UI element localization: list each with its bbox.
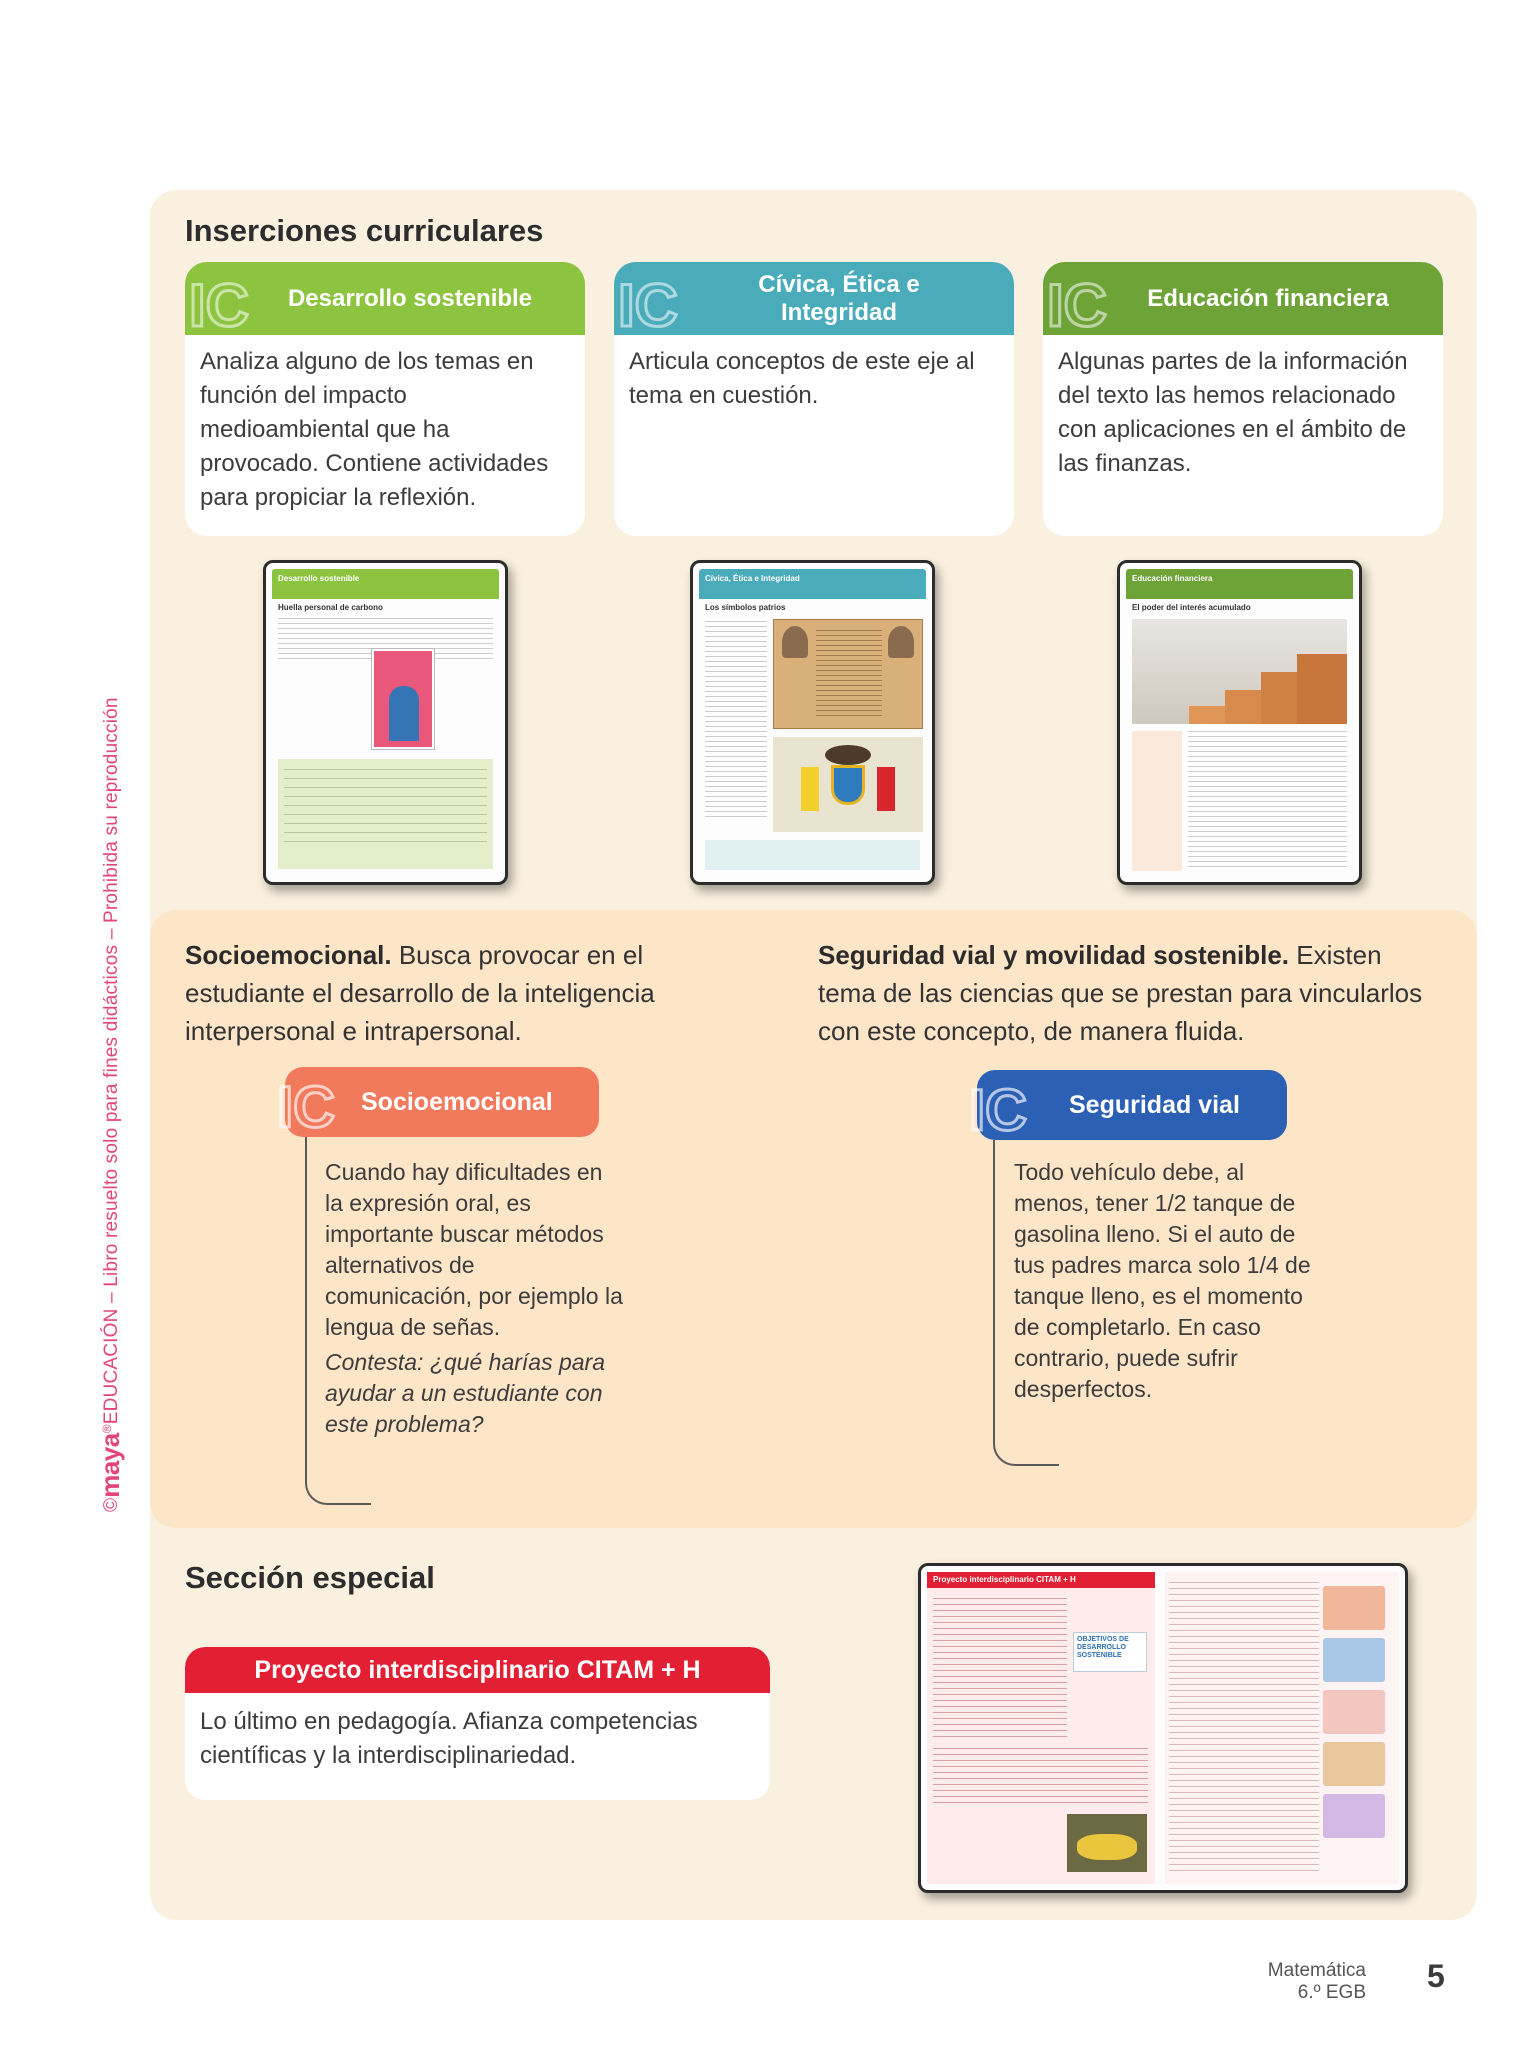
tag-socioemocional xyxy=(277,1067,599,1137)
page-thumbnail-civica xyxy=(690,560,935,885)
card-header xyxy=(1043,262,1443,335)
section-title-insertions: Inserciones curriculares xyxy=(185,213,544,248)
socioemocional-title: Socioemocional. xyxy=(185,940,392,970)
brand-logo-text: maya xyxy=(95,1433,125,1498)
thumbnail-sidebar-box xyxy=(1132,731,1182,871)
thumbnail-text-lines xyxy=(1188,731,1347,871)
svg-text:IC: IC xyxy=(969,1082,1027,1136)
thumbnail-title: El poder del interés acumulado xyxy=(1132,603,1251,612)
card-label: Desarrollo sostenible xyxy=(287,284,533,312)
thumbnail-illustration xyxy=(372,649,434,749)
thumbnail-title: Huella personal de carbono xyxy=(278,603,383,612)
thumbnail-coat-of-arms xyxy=(773,737,923,832)
thumbnail-activity-box xyxy=(705,840,920,870)
card-educacion-financiera xyxy=(1043,262,1443,536)
side-credit xyxy=(95,562,126,1512)
tag-label: Seguridad vial xyxy=(1069,1090,1240,1119)
card-header xyxy=(185,262,585,335)
tag-label: Socioemocional xyxy=(361,1087,553,1116)
card-proyecto-interdisciplinario xyxy=(185,1647,770,1800)
card-label: Cívica, Ética e Integridad xyxy=(758,270,920,326)
svg-text:IC: IC xyxy=(277,1079,335,1133)
card-header: Proyecto interdisciplinario CITAM + H xyxy=(185,1647,770,1693)
card-desarrollo-sostenible xyxy=(185,262,585,536)
card-civica-etica xyxy=(614,262,1014,536)
card-body: Algunas partes de la información del texto las hemos relacionado con aplicaciones en el ámbito de las finanzas. xyxy=(1058,348,1408,477)
registered-symbol: ® xyxy=(100,1424,114,1434)
side-credit-text: EDUCACIÓN – Libro resuelto solo para fines didácticos – Prohibida su reproducción xyxy=(101,697,122,1425)
svg-text:IC: IC xyxy=(189,276,249,332)
thumbnail-header: Cívica, Ética e Integridad xyxy=(699,569,926,599)
socioemocional-note-text: Cuando hay dificultades en la expresión oral, es importante buscar métodos alternativos de comunicación, por ejemplo la lengua de señas. xyxy=(325,1159,623,1340)
socioemocional-question: Contesta: ¿qué harías para ayudar a un estudiante con este problema? xyxy=(325,1349,605,1437)
thumbnail-photo xyxy=(1132,619,1347,724)
card-body: Articula conceptos de este eje al tema en cuestión. xyxy=(629,348,975,409)
seguridad-title: Seguridad vial y movilidad sostenible. xyxy=(818,940,1290,970)
thumbnail-title: Los símbolos patrios xyxy=(705,603,786,612)
thumbnail-header: Educación financiera xyxy=(1126,569,1353,599)
socioemocional-text: Busca provocar en el estudiante el desarrollo de la inteligencia interpersonal e intrapersonal. xyxy=(185,940,655,1046)
footer-subject: Matemática xyxy=(1267,1960,1366,1981)
seguridad-text: Existen tema de las ciencias que se prestan para vincularlos con este concepto, de manera fluida. xyxy=(818,940,1423,1046)
card-label: Educación financiera xyxy=(1147,284,1389,312)
ic-logo-icon xyxy=(616,276,686,332)
page-thumbnail-proyecto xyxy=(918,1563,1408,1893)
socioemocional-paragraph xyxy=(185,936,745,1050)
copyright-symbol: © xyxy=(101,1497,122,1512)
thumbnail-left-page xyxy=(927,1572,1155,1884)
socioemocional-note xyxy=(325,1157,625,1440)
tag-seguridad-vial xyxy=(969,1070,1287,1140)
thumbnail-sdg-badge: OBJETIVOS DE DESARROLLO SOSTENIBLE xyxy=(1073,1632,1147,1672)
footer-grade: 6.º EGB xyxy=(1297,1982,1366,2003)
seguridad-note: Todo vehículo debe, al menos, tener 1/2 tanque de gasolina lleno. Si el auto de tus padres marca solo 1/4 de tanque lleno, es el momento de completarlo. En caso contrario, puede sufrir desperfectos. xyxy=(1014,1159,1311,1402)
svg-text:IC: IC xyxy=(1047,276,1107,332)
thumbnail-text-column xyxy=(705,621,767,821)
seguridad-paragraph xyxy=(818,936,1438,1050)
card-header xyxy=(614,262,1014,335)
card-body: Lo último en pedagogía. Afianza competencias científicas y la interdisciplinariedad. xyxy=(200,1708,698,1769)
page-thumbnail-financiera xyxy=(1117,560,1362,885)
ic-logo-icon xyxy=(1045,276,1115,332)
thumbnail-parchment xyxy=(773,619,923,729)
thumbnail-activity-box xyxy=(278,759,493,869)
page-number: 5 xyxy=(1427,1958,1445,1994)
ic-logo-icon xyxy=(277,1079,343,1133)
footer-subject-block xyxy=(1268,1960,1366,2004)
thumbnail-right-page xyxy=(1165,1572,1399,1884)
ic-logo-icon xyxy=(187,276,257,332)
thumbnail-header: Desarrollo sostenible xyxy=(272,569,499,599)
svg-text:IC: IC xyxy=(618,276,678,332)
page-thumbnail-sostenible xyxy=(263,560,508,885)
card-body: Analiza alguno de los temas en función del impacto medioambiental que ha provocado. Contiene actividades para propiciar la reflexión. xyxy=(200,348,549,511)
thumbnail-header: Proyecto interdisciplinario CITAM + H xyxy=(927,1572,1155,1588)
section-title-special: Sección especial xyxy=(185,1560,435,1595)
ic-logo-icon xyxy=(969,1082,1035,1136)
